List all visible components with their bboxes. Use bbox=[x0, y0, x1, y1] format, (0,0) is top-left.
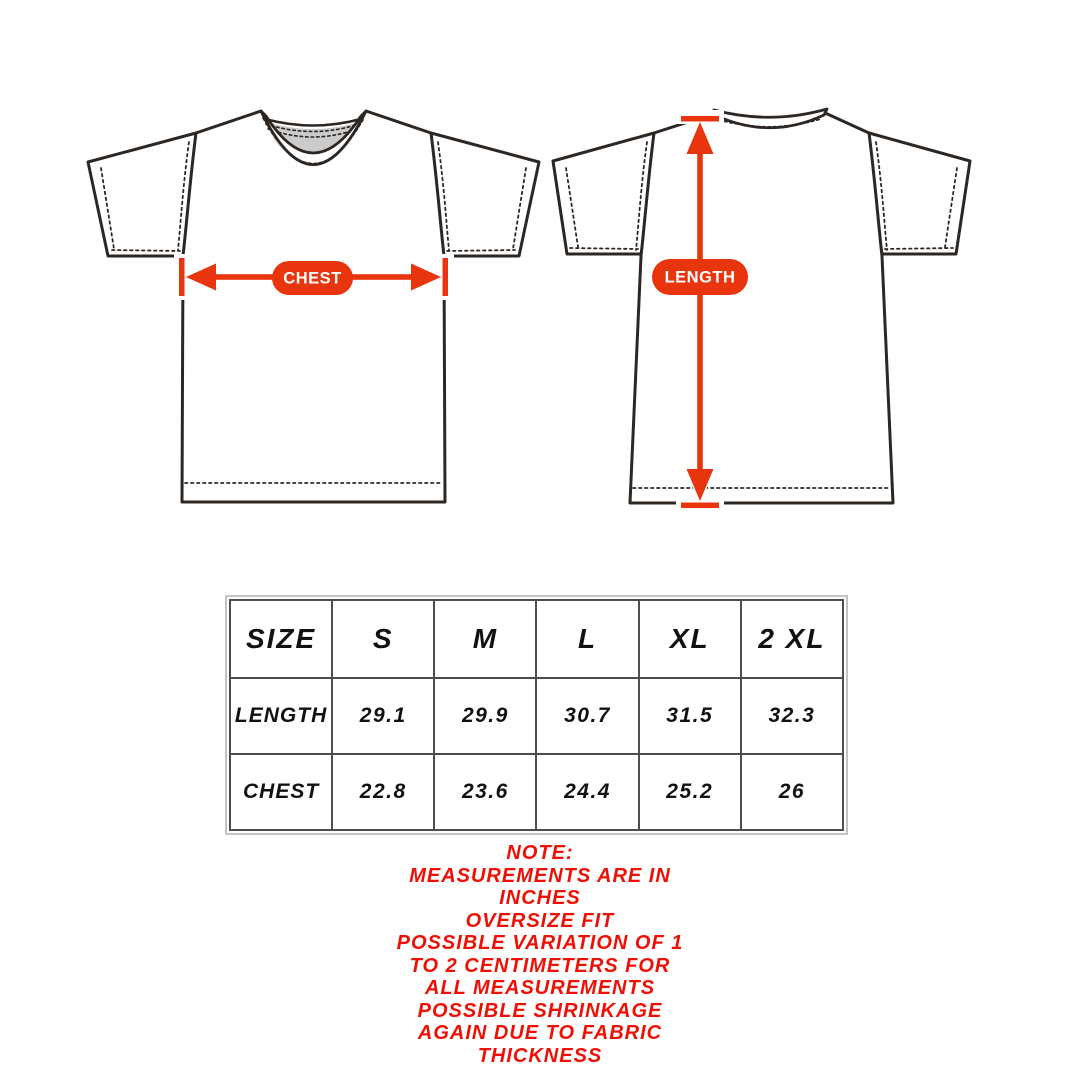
table-cell: 29.1 bbox=[332, 678, 434, 754]
note-block bbox=[0, 842, 1080, 1067]
back-body bbox=[630, 112, 893, 503]
note-line: AGAIN DUE TO FABRIC bbox=[417, 1022, 663, 1044]
col-header-s: S bbox=[332, 600, 434, 678]
back-right-sleeve bbox=[869, 133, 970, 254]
note-line: NOTE: bbox=[506, 842, 574, 864]
size-table-header-row bbox=[230, 600, 843, 678]
table-cell: 30.7 bbox=[536, 678, 638, 754]
chest-row-label: CHEST bbox=[230, 754, 332, 830]
note-line: OVERSIZE FIT bbox=[465, 909, 615, 932]
table-cell: 32.3 bbox=[741, 678, 843, 754]
col-header-m: M bbox=[434, 600, 536, 678]
note-line: ALL MEASUREMENTS bbox=[424, 977, 656, 999]
note-line: TO 2 CENTIMETERS FOR bbox=[409, 954, 671, 977]
size-table bbox=[229, 599, 844, 831]
note-line: MEASUREMENTS ARE IN bbox=[409, 864, 671, 887]
col-header-2xl: 2 XL bbox=[741, 600, 843, 678]
note-line: POSSIBLE SHRINKAGE bbox=[417, 999, 663, 1022]
length-row-label: LENGTH bbox=[230, 678, 332, 754]
chest-arrow-left-cap bbox=[179, 258, 185, 296]
table-cell: 24.4 bbox=[536, 754, 638, 830]
front-backneck-edge bbox=[265, 119, 361, 126]
table-cell: 22.8 bbox=[332, 754, 434, 830]
col-header-xl: XL bbox=[639, 600, 741, 678]
length-arrow-top-cap bbox=[681, 116, 719, 122]
table-cell: 26 bbox=[741, 754, 843, 830]
note-line: THICKNESS bbox=[477, 1044, 603, 1067]
back-left-sleeve bbox=[553, 133, 654, 254]
length-label: LENGTH bbox=[664, 268, 736, 287]
table-cell: 31.5 bbox=[639, 678, 741, 754]
chest-row bbox=[230, 754, 843, 830]
note-line: INCHES bbox=[499, 887, 581, 909]
front-shirt-diagram bbox=[88, 111, 539, 502]
chest-label: CHEST bbox=[283, 269, 342, 288]
col-header-size: SIZE bbox=[230, 600, 332, 678]
length-arrow-shaft bbox=[697, 150, 703, 472]
table-cell: 25.2 bbox=[639, 754, 741, 830]
table-cell: 29.9 bbox=[434, 678, 536, 754]
length-row bbox=[230, 678, 843, 754]
col-header-l: L bbox=[536, 600, 638, 678]
table-cell: 23.6 bbox=[434, 754, 536, 830]
back-shirt-diagram bbox=[553, 109, 970, 503]
front-body bbox=[182, 111, 445, 502]
chest-arrow-right-cap bbox=[443, 258, 449, 296]
length-arrow-bottom-cap bbox=[681, 503, 719, 509]
note-line: POSSIBLE VARIATION OF 1 bbox=[396, 932, 684, 954]
